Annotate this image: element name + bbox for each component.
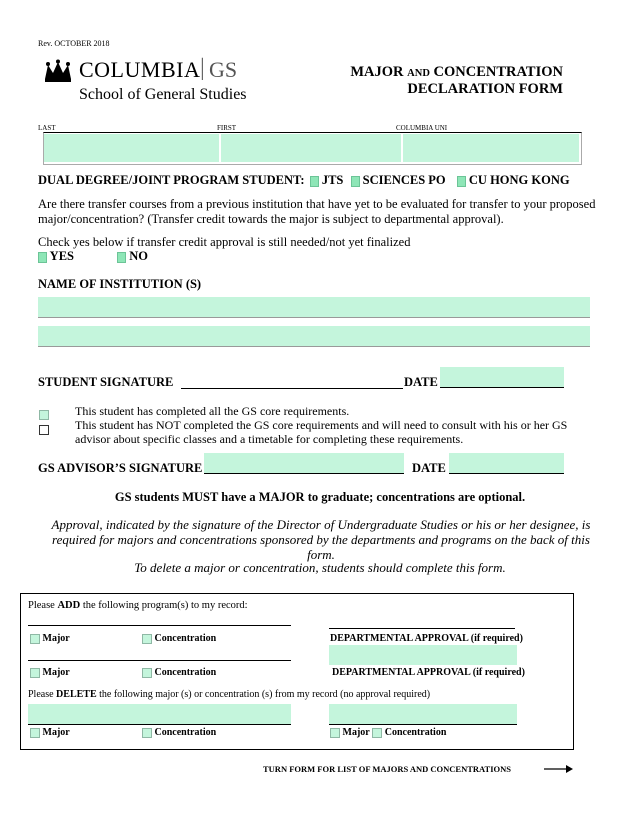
jts-checkbox[interactable] bbox=[310, 176, 319, 187]
sciences-po-label: SCIENCES PO bbox=[362, 173, 446, 187]
dept-approval-line-1[interactable] bbox=[329, 618, 515, 629]
logo-columbia: COLUMBIA bbox=[79, 57, 201, 82]
logo-school-name: School of General Studies bbox=[79, 86, 247, 103]
add-program-line-1[interactable] bbox=[28, 614, 291, 626]
add-major-option-1: Major bbox=[30, 633, 70, 644]
transfer-yes-label: YES bbox=[49, 249, 74, 263]
add-major-option-2: Major bbox=[30, 667, 70, 678]
cu-hong-kong-checkbox[interactable] bbox=[457, 176, 466, 187]
transfer-no-checkbox[interactable] bbox=[117, 252, 126, 263]
columbia-uni-field[interactable] bbox=[403, 134, 579, 162]
core-completed-text: This student has completed all the GS core requirements. bbox=[75, 404, 350, 418]
add-program-instruction: Please ADD the following program(s) to my record: bbox=[28, 600, 248, 611]
revision-date: Rev. OCTOBER 2018 bbox=[38, 39, 110, 48]
first-name-field[interactable] bbox=[221, 134, 401, 162]
transfer-question: Are there transfer courses from a previous institution that have yet to be evaluated for transfer to your proposed major/concentration? (Transfer credit towards the major is subject to departmental approval). bbox=[38, 197, 596, 226]
add-major-checkbox-1[interactable] bbox=[30, 634, 40, 644]
form-title-line1: MAJOR AND CONCENTRATION bbox=[350, 64, 563, 80]
add-concentration-checkbox-2[interactable] bbox=[142, 668, 152, 678]
turn-form-note: TURN FORM FOR LIST OF MAJORS AND CONCENTRATIONS bbox=[263, 764, 512, 774]
institution-field-1[interactable] bbox=[38, 297, 590, 318]
sciences-po-checkbox[interactable] bbox=[351, 176, 360, 187]
student-signature-line[interactable] bbox=[181, 374, 403, 389]
delete-options-2: Major Concentration bbox=[330, 727, 446, 738]
core-not-completed-checkbox[interactable] bbox=[39, 421, 49, 439]
add-concentration-option-2: Concentration bbox=[142, 667, 216, 678]
add-concentration-checkbox-1[interactable] bbox=[142, 634, 152, 644]
advisor-date-label: DATE bbox=[412, 461, 446, 475]
last-name-label: LAST bbox=[38, 124, 56, 132]
student-date-label: DATE bbox=[404, 375, 438, 389]
institution-field-2[interactable] bbox=[38, 326, 590, 347]
transfer-no-label: NO bbox=[129, 249, 148, 263]
jts-label: JTS bbox=[321, 173, 344, 187]
delete-note: To delete a major or concentration, students should complete this form. bbox=[134, 560, 506, 575]
crown-icon bbox=[42, 59, 74, 83]
delete-major-checkbox-2[interactable] bbox=[330, 728, 340, 738]
major-required-notice: GS students MUST have a MAJOR to graduate; concentrations are optional. bbox=[114, 490, 526, 504]
add-concentration-option-1: Concentration bbox=[142, 633, 216, 644]
transfer-yes-no-row bbox=[38, 249, 148, 264]
form-title-line2: DECLARATION FORM bbox=[407, 81, 563, 97]
delete-program-field-2[interactable] bbox=[329, 704, 517, 725]
cu-hong-kong-label: CU HONG KONG bbox=[468, 173, 570, 187]
dual-degree-label: DUAL DEGREE/JOINT PROGRAM STUDENT: bbox=[38, 173, 305, 187]
program-change-box bbox=[20, 593, 574, 750]
delete-concentration-option-1: Concentration bbox=[142, 727, 216, 738]
delete-program-instruction: Please DELETE the following major (s) or concentration (s) from my record (no approval required) bbox=[28, 689, 431, 700]
dept-approval-field-2[interactable] bbox=[329, 645, 517, 665]
logo-divider: | bbox=[200, 55, 205, 81]
logo-gs: GS bbox=[209, 57, 238, 82]
core-not-completed-text: This student has NOT completed the GS core requirements and will need to consult with his or her GS advisor about specific classes and a timetable for completing these requirements. bbox=[75, 418, 568, 446]
institution-label: NAME OF INSTITUTION (S) bbox=[38, 277, 202, 291]
transfer-yes-checkbox[interactable] bbox=[38, 252, 47, 263]
delete-major-checkbox-1[interactable] bbox=[30, 728, 40, 738]
arrow-right-icon bbox=[544, 764, 574, 774]
dept-approval-label-1: DEPARTMENTAL APPROVAL (if required) bbox=[330, 633, 523, 644]
advisor-signature-label: GS ADVISOR’S SIGNATURE bbox=[38, 461, 203, 475]
dept-approval-label-2: DEPARTMENTAL APPROVAL (if required) bbox=[332, 667, 525, 678]
delete-program-field-1[interactable] bbox=[28, 704, 291, 725]
student-signature-label: STUDENT SIGNATURE bbox=[38, 375, 174, 389]
transfer-check-instruction: Check yes below if transfer credit approval is still needed/not yet finalized bbox=[38, 235, 411, 249]
columbia-uni-label: COLUMBIA UNI bbox=[396, 124, 448, 132]
advisor-signature-field[interactable] bbox=[204, 453, 404, 474]
add-major-checkbox-2[interactable] bbox=[30, 668, 40, 678]
delete-concentration-checkbox-1[interactable] bbox=[142, 728, 152, 738]
advisor-date-field[interactable] bbox=[449, 453, 564, 474]
last-name-field[interactable] bbox=[44, 134, 219, 162]
first-name-label: FIRST bbox=[217, 124, 237, 132]
delete-concentration-checkbox-2[interactable] bbox=[372, 728, 382, 738]
dual-degree-row bbox=[38, 173, 570, 188]
student-date-field[interactable] bbox=[440, 367, 564, 388]
columbia-gs-logo bbox=[42, 57, 272, 107]
add-program-line-2[interactable] bbox=[28, 649, 291, 661]
approval-note: Approval, indicated by the signature of the Director of Undergraduate Studies or his or her designee, is required for majors and concentrations sponsored by the departments and programs on the back of this form. bbox=[51, 517, 591, 562]
delete-major-option-1: Major bbox=[30, 727, 70, 738]
